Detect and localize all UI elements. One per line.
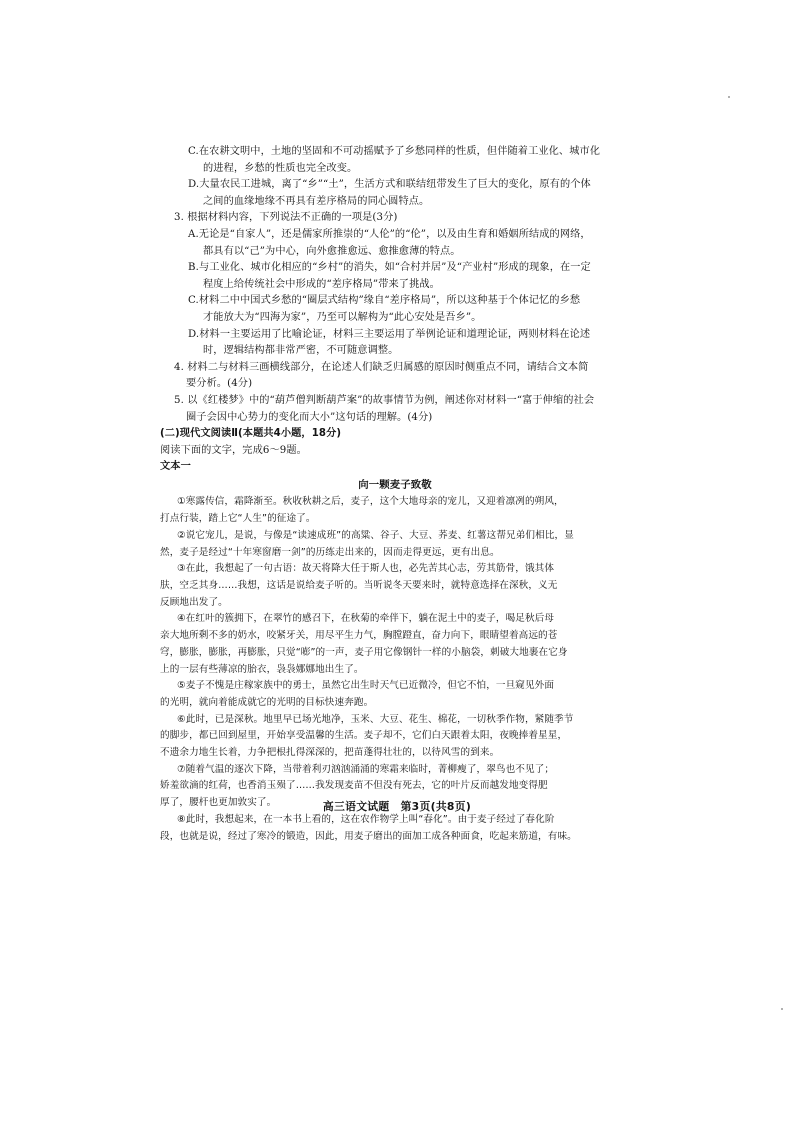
- paragraph-line: 打点行装，踏上它“人生”的征途了。: [160, 513, 316, 525]
- essay-body: [160, 494, 630, 845]
- paragraph-line: 娇羞欲滴的红荷，也香消玉殒了……我发现麦苗不但没有死去，它的叶片反而越发地变得肥: [160, 780, 548, 792]
- q3-option-b: [160, 260, 630, 293]
- scan-speck: [781, 1008, 783, 1010]
- essay-paragraph: [160, 611, 630, 678]
- option-line: 都具有以“己”为中心，向外愈推愈远、愈推愈薄的特点。: [203, 245, 461, 257]
- paragraph-line: ③在此，我想起了一句古语：故天将降大任于斯人也，必先苦其心志，劳其筋骨，饿其体: [177, 563, 555, 575]
- question-line: 4. 材料二与材料三画横线部分，在论述人们缺乏归属感的原因时侧重点不同，请结合文本简: [174, 361, 589, 373]
- question-3-stem: 3. 根据材料内容，下列说法不正确的一项是(3分): [174, 212, 398, 224]
- question-line: 圈子会因中心势力的变化而大小”这句话的理解。(4分): [186, 411, 433, 423]
- option-line: B.与工业化、城市化相应的“乡村”的消失，如“合村并居”及“产业村”形成的现象，在一定: [188, 262, 591, 274]
- question-4: [160, 360, 630, 393]
- option-line: 时，逻辑结构都非常严密，不可随意调整。: [203, 345, 399, 357]
- paragraph-line: 上的一层有些薄凉的胎衣，袅袅娜娜地出生了。: [160, 663, 364, 675]
- paragraph-line: 反顾地出发了。: [160, 596, 228, 608]
- question-5: [160, 393, 630, 426]
- q2-option-c: [160, 144, 630, 177]
- option-line: C.在农耕文明中，土地的坚固和不可动摇赋予了乡愁同样的性质，但伴随着工业化、城市化: [188, 146, 601, 157]
- paragraph-line: 段，也就是说，经过了寒冷的锻造，因此，用麦子磨出的面加工成各种面食，吃起来筋道，有味。: [160, 830, 577, 842]
- question-line: 要分析。(4分): [186, 378, 253, 390]
- paragraph-line: ⑧此时，我想起来，在一本书上看的，这在农作物学上叫“春化”。由于麦子经过了春化阶: [177, 813, 555, 825]
- essay-paragraph: [160, 561, 630, 611]
- exam-content: [160, 144, 630, 845]
- option-line: D.材料一主要运用了比喻论证，材料三主要运用了举例论证和道理论证，两则材料在论述: [188, 328, 591, 340]
- page-footer: 高三语文试题 第3页(共8页): [322, 800, 472, 813]
- q2-option-d: [160, 177, 630, 210]
- essay-paragraph: [160, 494, 630, 527]
- option-line: C.材料二中中国式乡愁的“圈层式结构”缘自“差序格局”，所以这种基于个体记忆的乡愁: [188, 295, 581, 307]
- section-heading: (二)现代文阅读Ⅱ(本题共4小题，18分): [160, 428, 342, 440]
- q3-option-a: [160, 227, 630, 260]
- paragraph-line: ⑦随着气温的逐次下降，当带着利刃汹汹涌涌的寒霜来临时，菁柳瘦了，翠鸟也不见了；: [177, 763, 555, 775]
- option-line: D.大量农民工进城，离了“乡”“土”，生活方式和联结纽带发生了巨大的变化，原有的个体: [188, 179, 591, 191]
- essay-paragraph: [160, 528, 630, 561]
- paragraph-line: 亲大地所剩不多的奶水，咬紧牙关，用尽平生力气，胸膛蹬直，奋力向下，眼睛望着高远的苍: [160, 630, 558, 642]
- paragraph-line: ④在红叶的簇拥下，在翠竹的感召下，在秋菊的牵伴下，躺在泥土中的麦子，喝足秋后母: [177, 613, 555, 625]
- paragraph-line: 的光明，就向着能成就它的光明的目标快速奔跑。: [160, 696, 374, 708]
- q3-option-c: [160, 293, 630, 326]
- section-instruction: 阅读下面的文字，完成6～9题。: [160, 444, 307, 456]
- paragraph-line: ②说它宠儿，是说，与像是“读速成班”的高粱、谷子、大豆、荞麦、红薯这帮兄弟们相比，显: [177, 529, 574, 541]
- scan-speck: [728, 96, 730, 98]
- paragraph-line: 然，麦子是经过“十年寒窗磨一剑”的历练走出来的，因而走得更远，更有出息。: [160, 546, 500, 558]
- paragraph-line: 不遗余力地生长着，力争把根扎得深深的，把苗蓬得壮壮的，以待风雪的到来。: [160, 747, 500, 759]
- option-line: 程度上给传统社会中形成的“差序格局”带来了挑战。: [203, 278, 440, 290]
- paragraph-line: 的脚步，都已回到屋里，开始享受温馨的生活。麦子却不，它们白天跟着太阳，夜晚捧着星星，: [160, 730, 568, 742]
- essay-title: 向一颗麦子致敬: [358, 478, 432, 491]
- essay-paragraph: [160, 812, 630, 845]
- essay-paragraph: [160, 712, 630, 762]
- option-line: 的进程，乡愁的性质也完全改变。: [203, 162, 358, 174]
- option-line: 之间的血缘地缘不再具有差序格局的同心圆特点。: [203, 195, 430, 207]
- paragraph-line: ⑥此时，已是深秋。地里早已场光地净，玉米、大豆、花生、棉花，一切秋季作物，紧随季节: [177, 713, 574, 725]
- paragraph-line: ⑤麦子不愧是庄稼家族中的勇士，虽然它出生时天气已近微冷，但它不怕，一旦窥见外面: [177, 680, 555, 692]
- paragraph-line: 肤，空乏其身……我想，这话是说给麦子听的。当听说冬天要来时，就特意选择在深秋，义无: [160, 579, 558, 591]
- q3-option-d: [160, 327, 630, 360]
- paragraph-line: 厚了，腰杆也更加敦实了。: [160, 797, 277, 809]
- paragraph-line: 穹，膨胀，膨胀，再膨胀，只觉“嘭”的一声，麦子用它像钢针一样的小脑袋，刺破大地裹在它身: [160, 646, 568, 658]
- paragraph-line: ①寒露传信，霜降渐至。秋收秋耕之后，麦子，这个大地母亲的宠儿，又迎着凛冽的朔风，: [177, 496, 564, 508]
- text-label: 文本一: [160, 461, 191, 473]
- option-line: 才能放大为“四海为家”，乃至可以解构为“此心安处是吾乡”。: [203, 311, 482, 323]
- essay-paragraph: [160, 678, 630, 711]
- question-line: 5. 以《红楼梦》中的“葫芦僧判断葫芦案”的故事情节为例，阐述你对材料一“富于伸缩的社会: [174, 394, 595, 406]
- option-line: A.无论是“自家人”，还是儒家所推崇的“人伦”的“伦”，以及由生育和婚姻所结成的网络，: [188, 228, 591, 240]
